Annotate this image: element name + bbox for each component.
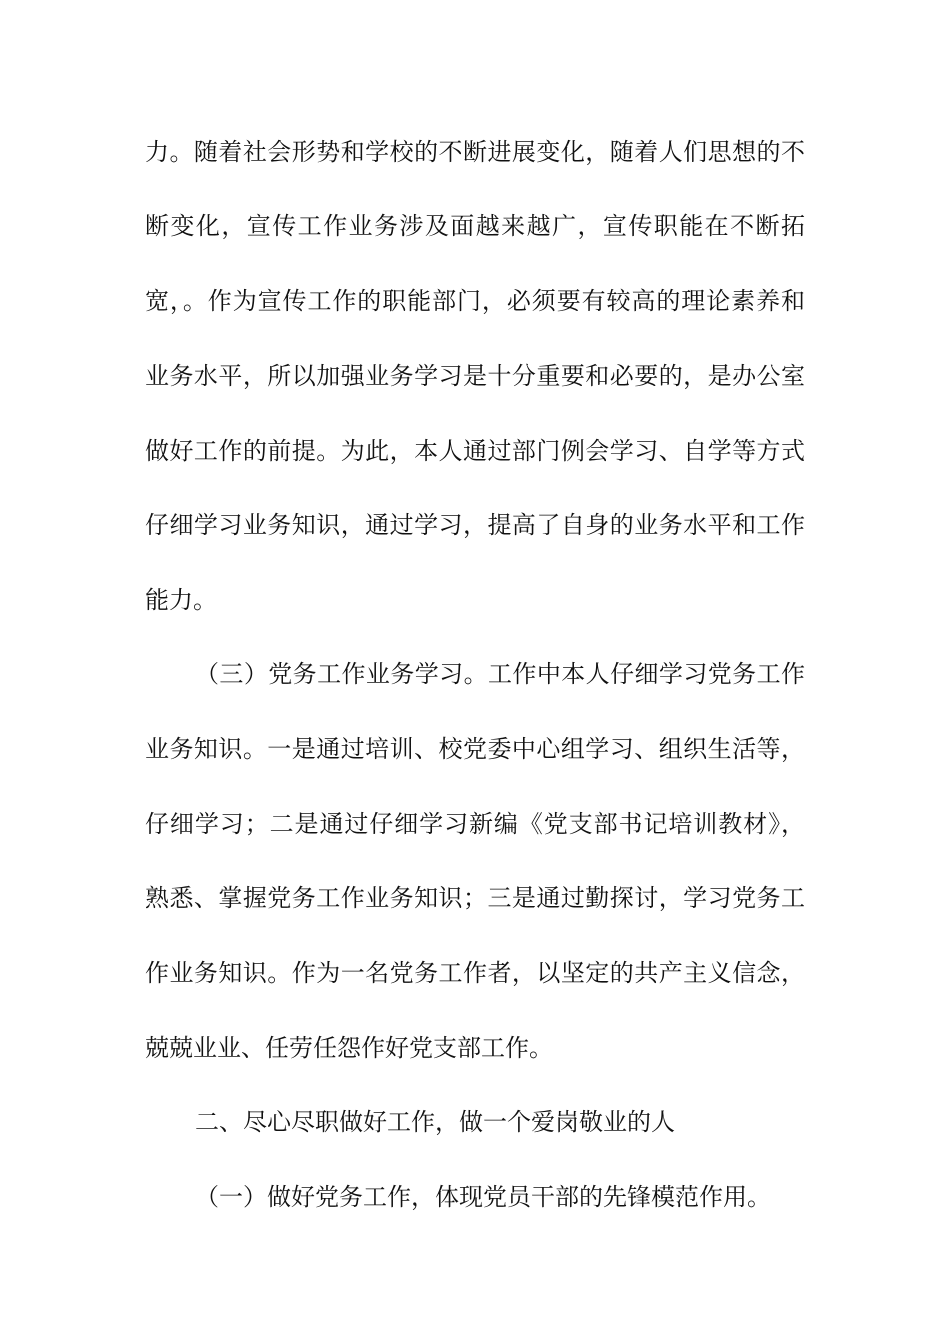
subsection-heading: （一）做好党务工作，体现党员干部的先锋模范作用。	[195, 1183, 771, 1211]
paragraph-line: 宽，。作为宣传工作的职能部门，必须要有较高的理论素养和	[145, 287, 805, 315]
paragraph-line: 能力。	[145, 586, 217, 614]
paragraph-line: 仔细学习；二是通过仔细学习新编《党支部书记培训教材》，	[145, 810, 805, 838]
paragraph-line: 作业务知识。作为一名党务工作者，以坚定的共产主义信念，	[145, 959, 805, 987]
paragraph-line: 断变化，宣传工作业务涉及面越来越广，宣传职能在不断拓	[145, 212, 805, 240]
section-heading-line: （三）党务工作业务学习。工作中本人仔细学习党务工作	[195, 660, 805, 688]
paragraph-line: 仔细学习业务知识，通过学习，提高了自身的业务水平和工作	[145, 511, 805, 539]
paragraph-line: 兢兢业业、任劳任怨作好党支部工作。	[145, 1034, 553, 1062]
paragraph-line: 力。随着社会形势和学校的不断进展变化，随着人们思想的不	[145, 138, 805, 166]
paragraph-line: 业务知识。一是通过培训、校党委中心组学习、组织生活等，	[145, 735, 805, 763]
paragraph-line: 做好工作的前提。为此，本人通过部门例会学习、自学等方式	[145, 437, 805, 465]
section-heading: 二、尽心尽职做好工作，做一个爱岗敬业的人	[195, 1108, 675, 1136]
paragraph-line: 业务水平，所以加强业务学习是十分重要和必要的，是办公室	[145, 362, 805, 390]
paragraph-line: 熟悉、掌握党务工作业务知识；三是通过勤探讨，学习党务工	[145, 884, 805, 912]
